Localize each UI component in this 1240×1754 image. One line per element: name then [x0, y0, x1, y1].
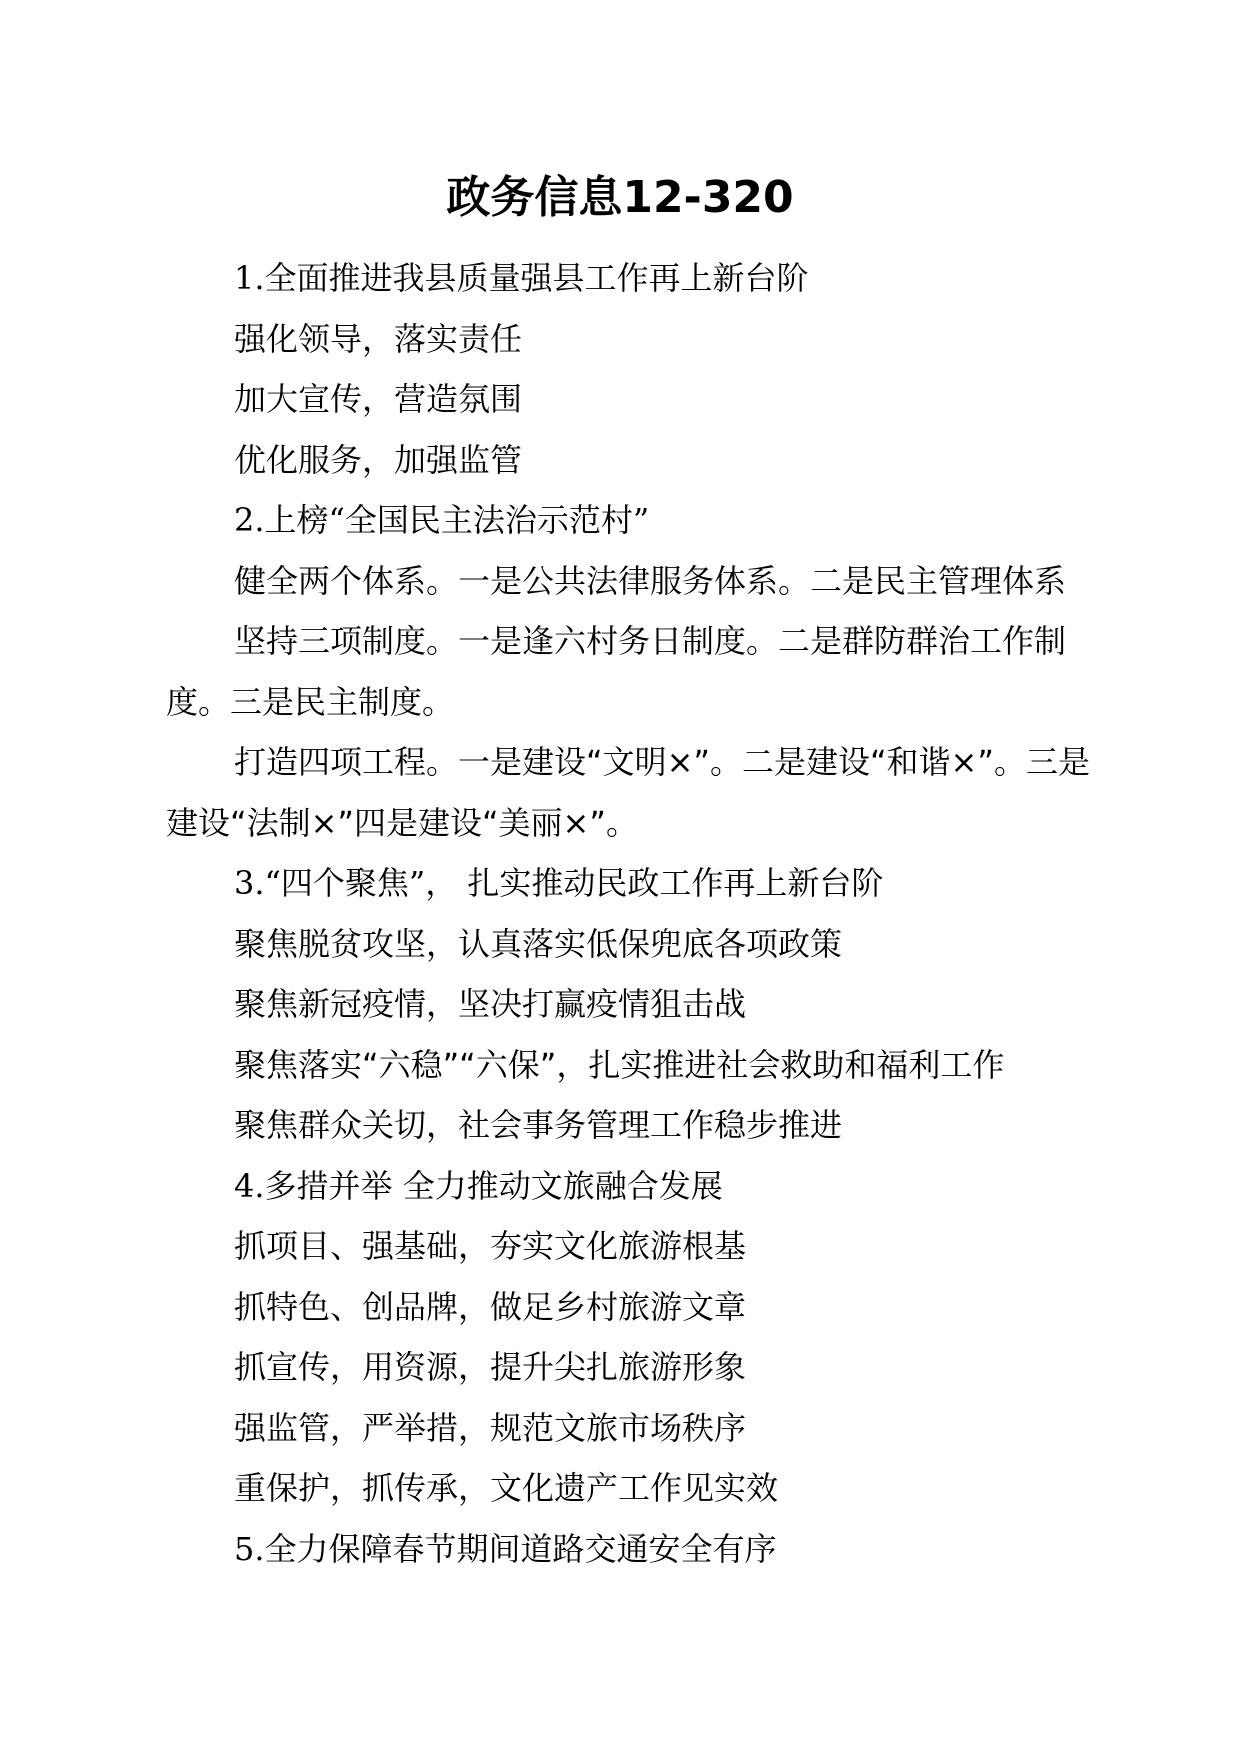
section-heading-1: 1.全面推进我县质量强县工作再上新台阶: [234, 259, 809, 297]
paragraph: 重保护，抓传承，文化遗产工作见实效: [234, 1469, 779, 1507]
document-body: [166, 248, 1116, 1579]
paragraph: 聚焦新冠疫情，坚决打赢疫情狙击战: [234, 985, 747, 1023]
paragraph: 优化服务，加强监管: [234, 440, 523, 479]
paragraph: 健全两个体系。一是公共法律服务体系。二是民主管理体系: [234, 561, 1067, 600]
paragraph: 加大宣传，营造氛围: [234, 380, 523, 418]
paragraph: 打造四项工程。一是建设“文明×”。二是建设“和谐×”。三是建设“法制×”四是建设“美丽×”。: [166, 743, 1090, 842]
paragraph: 聚焦群众关切，社会事务管理工作稳步推进: [234, 1106, 843, 1144]
section-heading-3: 3.“四个聚焦”， 扎实推动民政工作再上新台阶: [234, 864, 884, 902]
paragraph: 强化领导，落实责任: [234, 319, 523, 358]
paragraph: 聚焦脱贫攻坚，认真落实低保兜底各项政策: [234, 924, 843, 963]
paragraph: 抓项目、强基础，夯实文化旅游根基: [234, 1227, 747, 1265]
paragraph: 强监管，严举措，规范文旅市场秩序: [234, 1408, 747, 1447]
paragraph: 抓特色、创品牌，做足乡村旅游文章: [234, 1287, 747, 1326]
paragraph: 抓宣传，用资源，提升尖扎旅游形象: [234, 1348, 747, 1386]
document-title: 政务信息12-320: [446, 172, 794, 223]
paragraph: 坚持三项制度。一是逢六村务日制度。二是群防群治工作制度。三是民主制度。: [166, 622, 1067, 721]
section-heading-4: 4.多措并举 全力推动文旅融合发展: [234, 1166, 723, 1205]
section-heading-2: 2.上榜“全国民主法治示范村”: [234, 501, 650, 539]
section-heading-5: 5.全力保障春节期间道路交通安全有序: [234, 1529, 777, 1568]
paragraph: 聚焦落实“六稳”“六保”，扎实推进社会救助和福利工作: [234, 1045, 1005, 1084]
